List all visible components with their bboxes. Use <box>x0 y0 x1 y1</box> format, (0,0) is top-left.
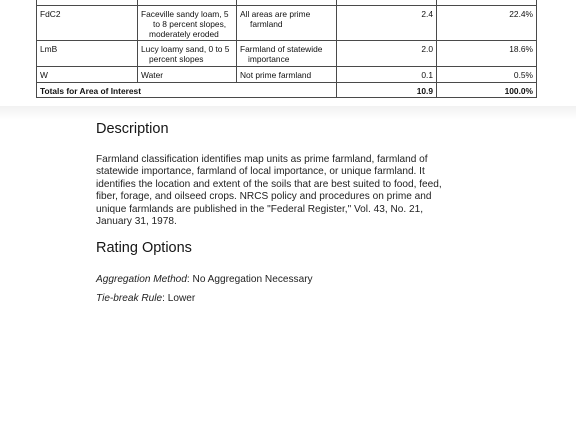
aggregation-method <box>96 274 313 285</box>
map-unit-name-line: Water <box>141 70 164 80</box>
map-unit-symbol: W <box>37 67 138 83</box>
rating-line: importance <box>248 54 290 64</box>
rating-line: Not prime farmland <box>240 70 312 80</box>
acres-in-aoi: 2.4 <box>337 6 437 41</box>
rating-line: All areas are prime <box>240 9 311 19</box>
map-unit-symbol: FdC2 <box>37 6 138 41</box>
description-heading: Description <box>96 121 169 137</box>
table-row <box>37 6 537 41</box>
totals-label: Totals for Area of Interest <box>37 83 337 98</box>
map-unit-name-line: percent slopes <box>149 54 204 64</box>
rating-options-heading: Rating Options <box>96 240 192 256</box>
map-unit-name-line: moderately eroded <box>149 29 219 39</box>
description-line: Farmland classification identifies map units as prime farmland, farmland of <box>96 154 428 165</box>
table-row <box>37 67 537 83</box>
description-paragraph <box>96 154 476 228</box>
totals-percent: 100.0% <box>437 83 537 98</box>
map-unit-table <box>36 0 537 98</box>
tie-break-rule-value: : Lower <box>162 293 196 304</box>
description-line: January 31, 1978. <box>96 216 177 228</box>
map-unit-name <box>138 67 237 83</box>
description-line: unique farmlands are published in the "Federal Register," Vol. 43, No. 21, <box>96 203 423 215</box>
map-unit-name-line: Lucy loamy sand, 0 to 5 <box>141 44 230 54</box>
aggregation-method-label: Aggregation Method <box>96 274 187 285</box>
map-unit-name <box>138 6 237 41</box>
map-unit-name-line: to 8 percent slopes, <box>153 19 227 29</box>
farmland-rating <box>237 41 337 67</box>
description-line: fiber, forage, and oilseed crops. NRCS policy and procedures on prime and <box>96 191 432 203</box>
farmland-rating <box>237 67 337 83</box>
tie-break-rule <box>96 293 195 304</box>
percent-of-aoi: 22.4% <box>437 6 537 41</box>
percent-of-aoi: 18.6% <box>437 41 537 67</box>
scan-shadow <box>0 106 576 120</box>
rating-line: Farmland of statewide <box>240 44 323 54</box>
acres-in-aoi: 0.1 <box>337 67 437 83</box>
totals-acres: 10.9 <box>337 83 437 98</box>
map-unit-name <box>138 41 237 67</box>
percent-of-aoi: 0.5% <box>437 67 537 83</box>
description-line: statewide importance, farmland of local importance, or unique farmland. It <box>96 166 425 178</box>
map-unit-symbol: LmB <box>37 41 138 67</box>
rating-line: farmland <box>250 19 283 29</box>
table-row <box>37 41 537 67</box>
description-line: identifies the location and extent of the soils that are best suited to food, feed, <box>96 178 442 190</box>
totals-row <box>37 83 537 98</box>
acres-in-aoi: 2.0 <box>337 41 437 67</box>
aggregation-method-value: : No Aggregation Necessary <box>186 274 313 285</box>
tie-break-rule-label: Tie-break Rule <box>96 293 163 304</box>
farmland-rating <box>237 6 337 41</box>
map-unit-name-line: Faceville sandy loam, 5 <box>141 9 229 19</box>
